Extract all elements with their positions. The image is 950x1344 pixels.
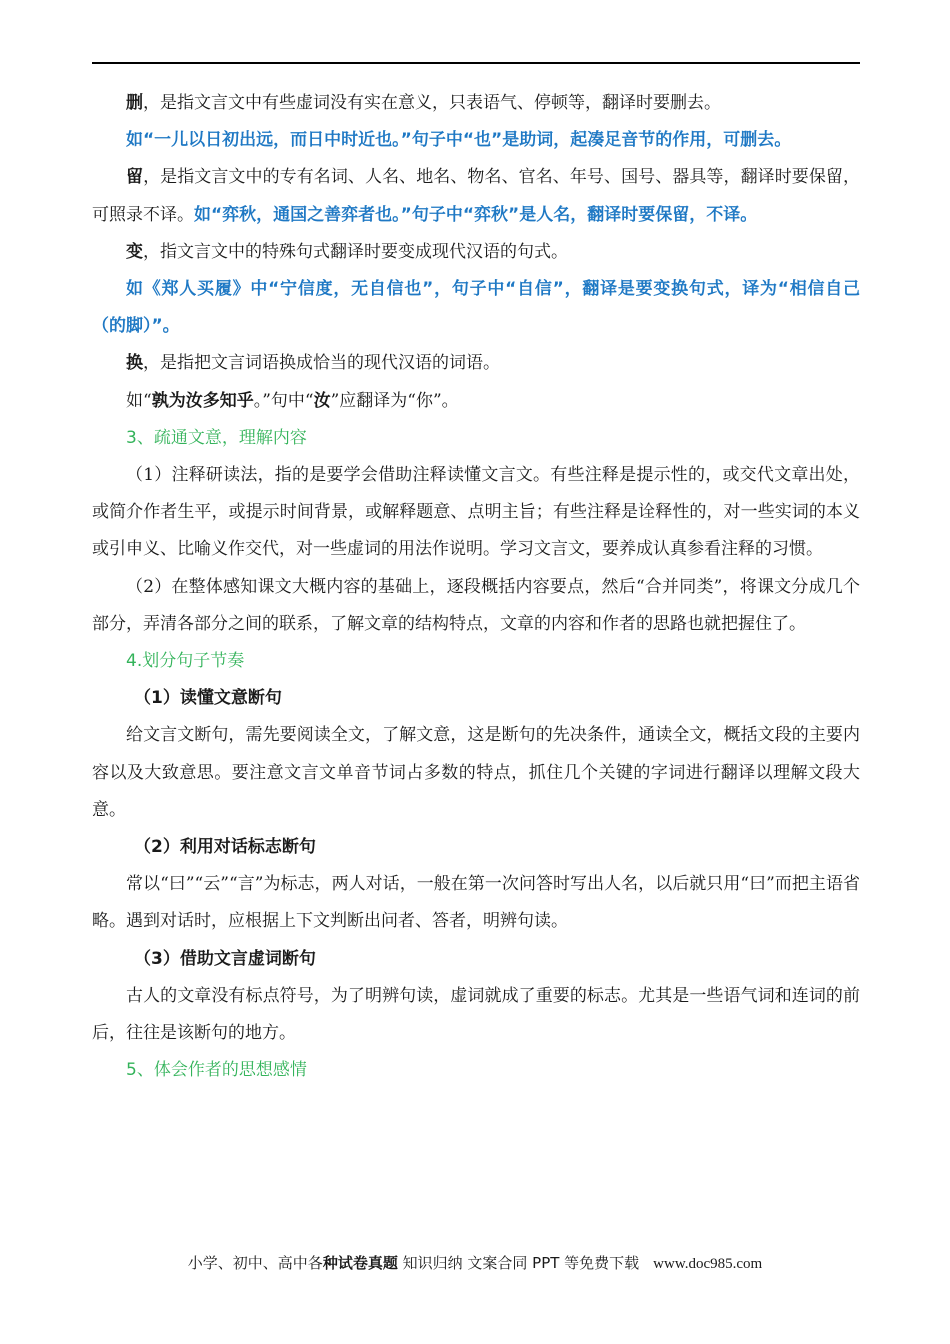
subheading-1: （1）读懂文意断句 [134,688,282,709]
footer-text: 知识归纳 [397,1254,468,1272]
example-huan-part: 。”句中“ [253,390,314,411]
example-shan: 如“一儿以日初出远，而日中时近也。”句子中“也”是助词，起凑足音节的作用，可删去。 [126,130,792,151]
subheading-3: （3）借助文言虚词断句 [134,948,316,969]
section-heading-4: 4.划分句子节奏 [126,651,245,672]
paragraph-sub1: 给文言文断句，需先要阅读全文，了解文意，这是断句的先决条件，通读全文，概括文段的主要内容以及大致意思。要注意文言文单音节词占多数的特点，抓住几个关键的字词进行翻译以理解文段大意。 [92,725,860,820]
text-liu: ，是指文言文中的专有名词、人名、地名、物名、官名、年号、国号、器具等，翻译时要保留，可照录不译。 [92,167,861,225]
page-footer [0,1252,950,1273]
section-heading-3: 3、疏通文意，理解内容 [126,427,307,448]
section-heading-5: 5、体会作者的思想感情 [126,1060,307,1081]
example-huan-word: 汝 [313,390,331,411]
paragraph-annotation-method: （1）注释研读法，指的是要学会借助注释读懂文言文。有些注释是提示性的，或交代文章出处，或简介作者生平，或提示时间背景，或解释题意、点明主旨；有些注释是诠释性的，对一些实词的本义或引申义、比喻义作交代，对一些虚词的用法作说明。学习文言文，要养成认真参看注释的习惯。 [92,465,860,560]
footer-text-bold: 种试卷真题 [322,1254,398,1272]
text-shan: ，是指文言文中有些虚词没有实在意义，只表语气、停顿等，翻译时要删去。 [143,93,721,113]
footer-text: 小学、初中、高中各 [187,1254,323,1272]
text-huan: ，是指把文言词语换成恰当的现代汉语的词语。 [143,353,500,374]
example-huan-part: 如“ [126,390,152,411]
term-bian: 变 [126,241,143,262]
paragraph-sub2: 常以“曰”“云”“言”为标志，两人对话，一般在第一次问答时写出人名，以后就只用“曰”而把主语省略。遇到对话时，应根据上下文判断出问者、答者，明辨句读。 [92,874,860,932]
term-liu: 留 [126,167,144,188]
example-huan-part: ”应翻译为“你”。 [330,390,459,411]
paragraph-shan [92,85,860,122]
term-huan: 换 [126,353,143,374]
document-body [92,85,860,1089]
subheading-2: （2）利用对话标志断句 [134,837,316,858]
paragraph-bian [92,234,860,271]
paragraph-sub3: 古人的文章没有标点符号，为了明辨句读，虚词就成了重要的标志。尤其是一些语气词和连词的前后，往往是该断句的地方。 [92,985,860,1044]
example-huan [92,383,860,420]
footer-url-link[interactable]: www.doc985.com [653,1256,763,1272]
paragraph-huan [92,345,860,382]
header-rule [92,62,860,64]
term-shan: 删 [126,93,143,113]
text-bian: ，指文言文中的特殊句式翻译时要变成现代汉语的句式。 [143,241,568,262]
example-huan-quote: 孰为汝多知乎 [151,390,254,411]
paragraph-liu [92,159,860,233]
footer-text: 文案合同 PPT 等免费下载 [467,1254,640,1272]
paragraph-overall-perception: （2）在整体感知课文大概内容的基础上，逐段概括内容要点，然后“合并同类”，将课文分成几个部分，弄清各部分之间的联系，了解文章的结构特点，文章的内容和作者的思路也就把握住了。 [92,576,860,634]
example-bian: 如《郑人买履》中“宁信度，无自信也”，句子中“自信”，翻译是要变换句式，译为“相信自己（的脚）”。 [92,279,860,337]
example-liu: 如“弈秋，通国之善弈者也。”句子中“弈秋”是人名，翻译时要保留，不译。 [194,204,758,225]
